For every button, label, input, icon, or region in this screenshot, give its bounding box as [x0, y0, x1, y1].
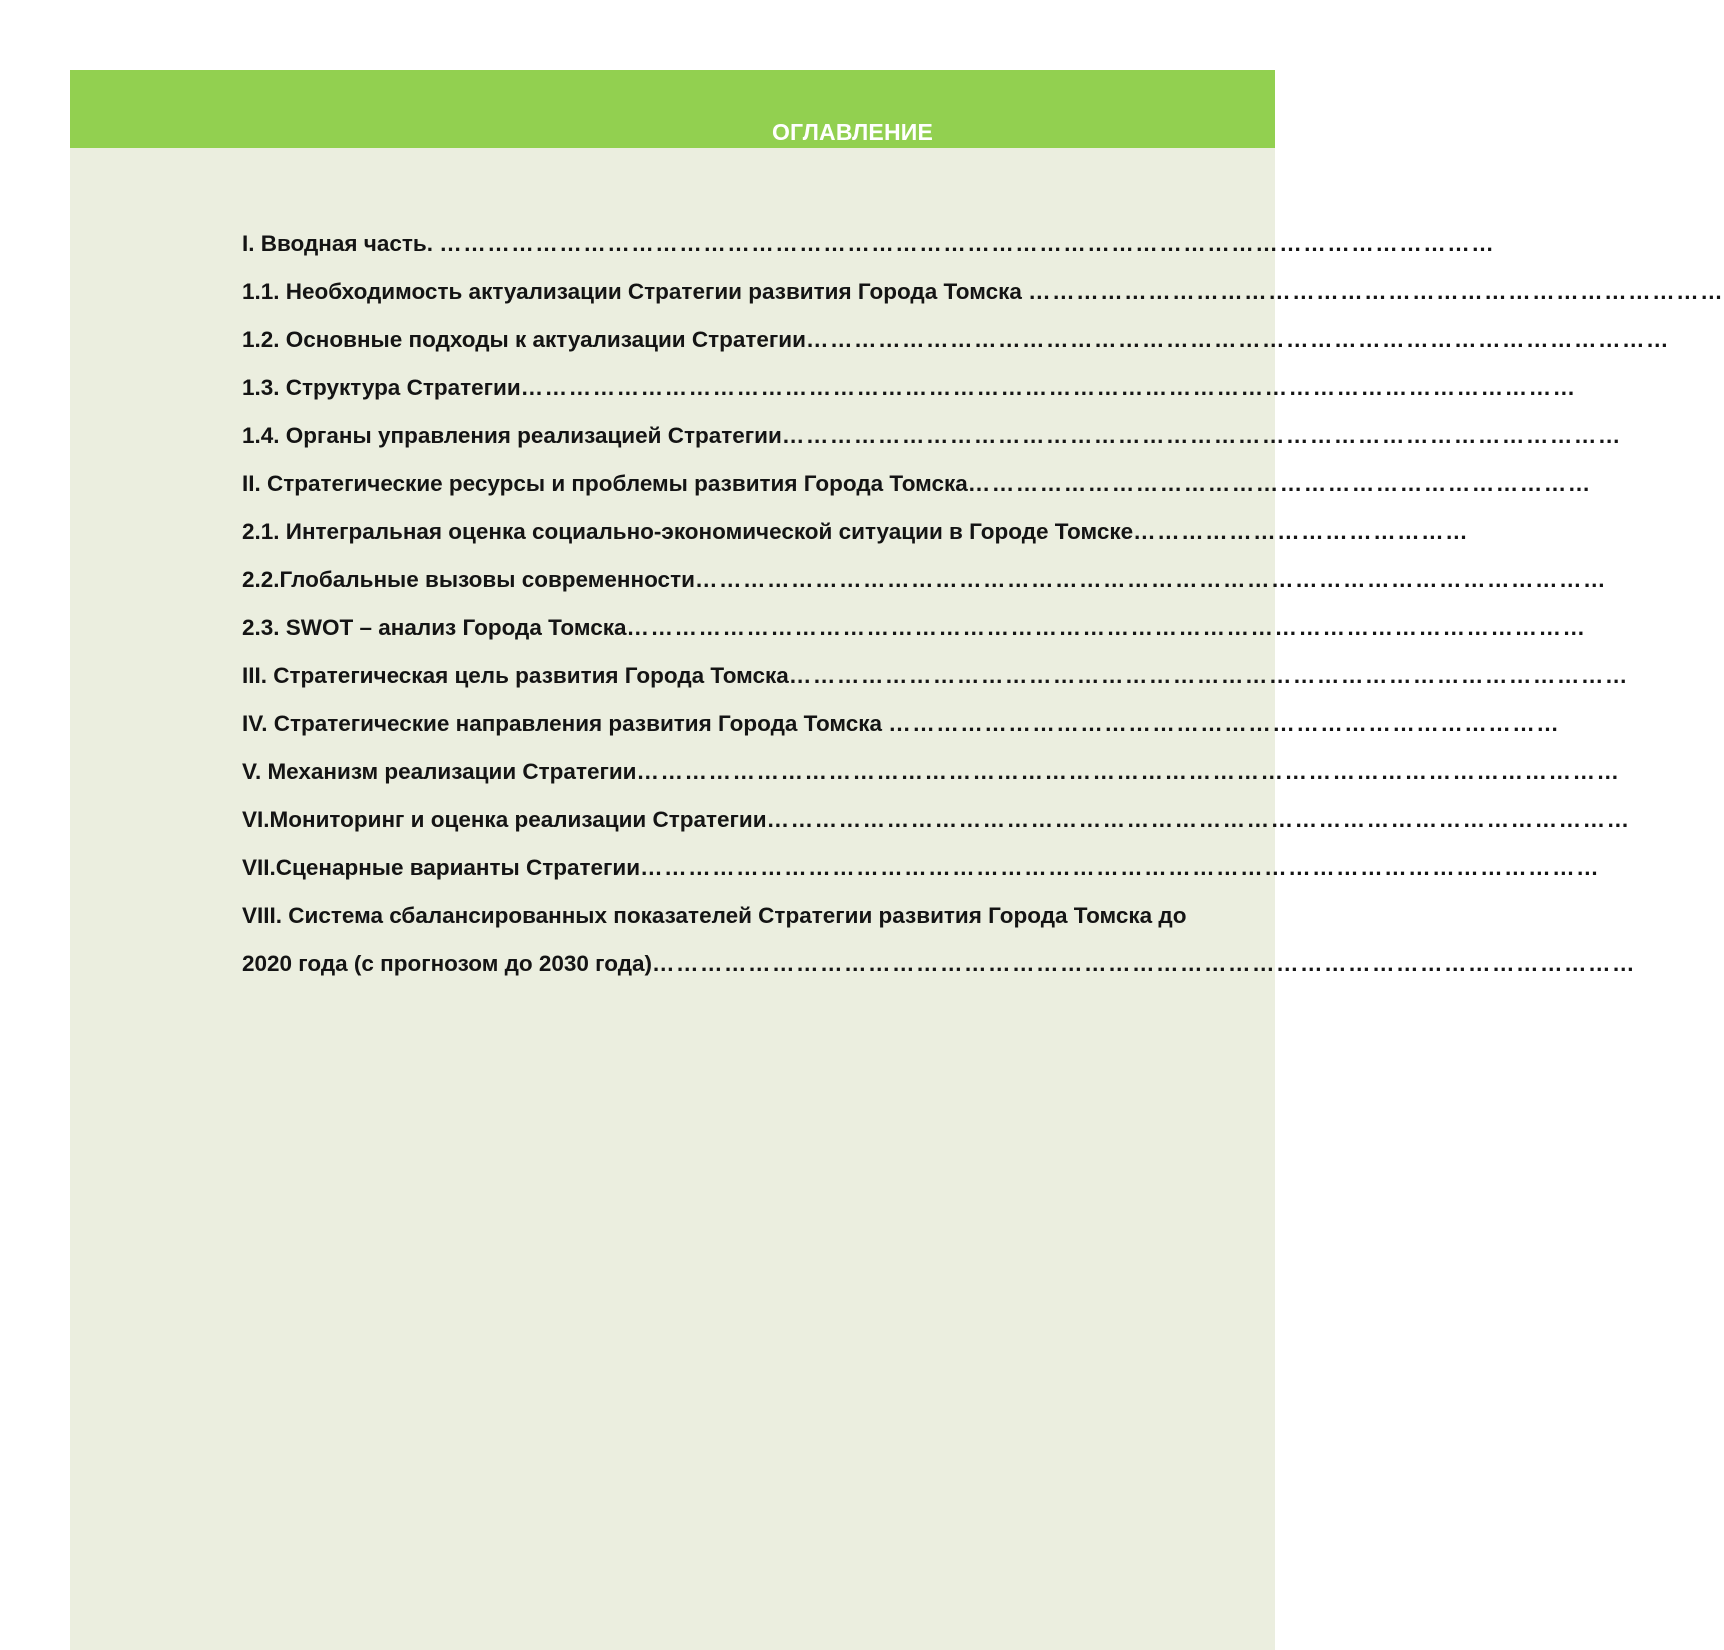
toc-entry-label: V. Механизм реализации Стратегии: [242, 759, 637, 784]
toc-leader-dots: ………………………………………………………………………………………………: [805, 327, 1670, 352]
toc-entry-label: III. Стратегическая цель развития Города Томска: [242, 663, 789, 688]
toc-leader-dots: ……………………………………………………………………………: [1028, 279, 1724, 304]
page-title: ОГЛАВЛЕНИЕ: [771, 119, 934, 145]
header-band: [70, 70, 1275, 148]
table-of-contents: [242, 220, 1724, 988]
toc-leader-dots: ……………………………………………………………………………………………: [781, 423, 1622, 448]
toc-leader-dots: ………………………………………………………………………………………………: [766, 807, 1631, 832]
toc-leader-dots: ……………………………………: [1133, 519, 1470, 544]
toc-entry-label: 1.2. Основные подходы к актуализации Стратегии: [242, 327, 806, 352]
toc-entry-label: 2.1. Интегральная оценка социально-экономической ситуации в Городе Томске: [242, 519, 1134, 544]
toc-leader-dots: ……………………………………………………………………: [967, 471, 1592, 496]
toc-entry[interactable]: [242, 412, 1622, 460]
toc-entry-label: VI.Мониторинг и оценка реализации Стратегии: [242, 807, 767, 832]
toc-entry[interactable]: [242, 652, 1629, 700]
toc-leader-dots: ……………………………………………………………………………………………………………………: [520, 375, 1577, 400]
toc-entry-label: 1.3. Структура Стратегии: [242, 375, 521, 400]
toc-entry[interactable]: [242, 940, 1636, 988]
toc-entry[interactable]: [242, 268, 1724, 316]
toc-entry[interactable]: [242, 796, 1631, 844]
toc-entry-label: IV. Стратегические направления развития Города Томска: [242, 711, 889, 736]
toc-entry[interactable]: [242, 700, 1561, 748]
toc-entry-label: VIII. Система сбалансированных показателей Стратегии развития Города Томска до: [242, 903, 1187, 928]
toc-entry-label: 2.3. SWOT – анализ Города Томска: [242, 615, 627, 640]
toc-entry[interactable]: [242, 508, 1542, 556]
toc-entry-label: 2020 года (с прогнозом до 2030 года): [242, 951, 652, 976]
toc-entry[interactable]: [242, 748, 1621, 796]
toc-entry[interactable]: [242, 844, 1601, 892]
toc-leader-dots: ……………………………………………………………………………………………: [788, 663, 1629, 688]
toc-leader-dots: …………………………………………………………………………: [888, 711, 1561, 736]
toc-entry[interactable]: [242, 364, 1577, 412]
toc-entry-label: 1.4. Органы управления реализацией Стратегии: [242, 423, 782, 448]
toc-leader-dots: ……………………………………………………………………………………………………………: [651, 951, 1636, 976]
toc-entry[interactable]: [242, 460, 1592, 508]
toc-entry-label: 2.2.Глобальные вызовы современности: [242, 567, 695, 592]
toc-entry-label: 1.1. Необходимость актуализации Стратегии развития Города Томска: [242, 279, 1029, 304]
toc-entry[interactable]: [242, 892, 1542, 940]
toc-leader-dots: ……………………………………………………………………………………………………………: [636, 759, 1621, 784]
toc-entry[interactable]: [242, 220, 1542, 268]
toc-entry[interactable]: [242, 556, 1607, 604]
toc-leader-dots: ……………………………………………………………………………………………………: [694, 567, 1607, 592]
toc-entry[interactable]: [242, 316, 1670, 364]
toc-leader-dots: …………………………………………………………………………………………………………: [640, 855, 1601, 880]
toc-leader-dots: …………………………………………………………………………………………………………: [626, 615, 1587, 640]
toc-leader-dots: ……………………………………………………………………………………………………………………: [439, 231, 1496, 256]
toc-panel: [70, 70, 1724, 1650]
toc-entry[interactable]: [242, 604, 1587, 652]
toc-entry-label: VII.Сценарные варианты Стратегии: [242, 855, 641, 880]
toc-entry-label: I. Вводная часть.: [242, 231, 440, 256]
toc-entry-label: II. Стратегические ресурсы и проблемы развития Города Томска: [242, 471, 968, 496]
